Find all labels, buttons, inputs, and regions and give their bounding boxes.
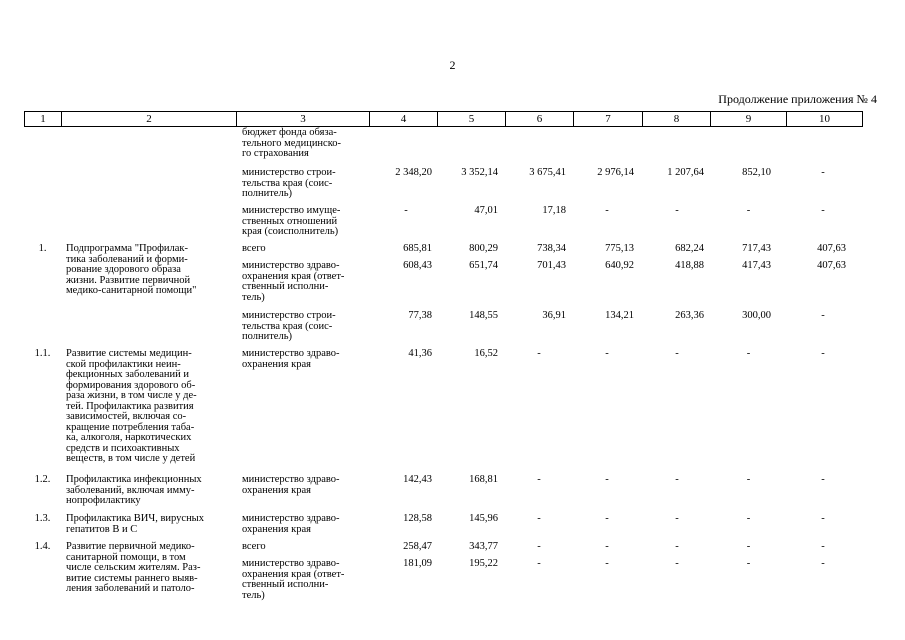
value-cell: 41,36 (408, 348, 432, 359)
executor: министерство строи- тельства края (соис- полнитель) (242, 167, 336, 199)
header-cell: 2 (62, 112, 237, 127)
program-name: Развитие системы медицин- ской профилактики неин- фекционных заболеваний и формирования здорового об- раза жизни, в том числе у де- тей. Профилактика развития зависимостей, включая со- кращение потребления таба- ка, алкоголя, наркотических средств и психоактивных веществ, в том числе у детей (66, 348, 197, 464)
value-cell: 2 348,20 (395, 167, 432, 178)
header-cell: 8 (643, 112, 711, 127)
value-cell: 168,81 (469, 474, 498, 485)
value-cell: 800,29 (469, 243, 498, 254)
header-cell: 1 (25, 112, 62, 127)
value-cell: 2 976,14 (597, 167, 634, 178)
value-cell: 775,13 (605, 243, 634, 254)
program-name: Развитие первичной медико- санитарной помощи, в том числе сельским жителям. Раз- витие системы раннего выяв- ления заболеваний и патоло- (66, 541, 201, 594)
value-cell: 181,09 (403, 558, 432, 569)
column-header-row (24, 111, 863, 127)
header-cell: 4 (370, 112, 438, 127)
value-cell: - (821, 558, 825, 569)
value-cell: - (675, 205, 679, 216)
value-cell: 1 207,64 (667, 167, 704, 178)
header-cell: 3 (237, 112, 370, 127)
page-number: 2 (449, 58, 456, 72)
value-cell: - (675, 513, 679, 524)
value-cell: - (537, 474, 541, 485)
value-cell: - (746, 474, 751, 485)
value-cell: 717,43 (742, 243, 771, 254)
value-cell: 407,63 (817, 243, 846, 254)
value-cell: 16,52 (474, 348, 498, 359)
value-cell: - (821, 205, 825, 216)
value-cell: 263,36 (675, 310, 704, 321)
value-cell: 77,38 (408, 310, 432, 321)
value-cell: 258,47 (403, 541, 432, 552)
value-cell: - (605, 205, 609, 216)
value-cell: - (821, 310, 825, 321)
value-cell: - (821, 474, 825, 485)
row-number: 1.3. (34, 513, 51, 524)
value-cell: 608,43 (403, 260, 432, 271)
value-cell: 417,43 (742, 260, 771, 271)
row-number: 1.1. (34, 348, 51, 359)
value-cell: - (746, 348, 751, 359)
row-number: 1. (38, 243, 47, 254)
header-cell: 7 (574, 112, 643, 127)
value-cell: - (605, 558, 609, 569)
executor: всего (242, 541, 266, 552)
executor: министерство здраво- охранения края (242, 348, 340, 370)
value-cell: - (821, 348, 825, 359)
value-cell: 47,01 (474, 205, 498, 216)
value-cell: - (675, 558, 679, 569)
value-cell: - (605, 513, 609, 524)
value-cell: 145,96 (469, 513, 498, 524)
row-number: 1.2. (34, 474, 51, 485)
value-cell: 418,88 (675, 260, 704, 271)
header-cell: 10 (787, 112, 863, 127)
value-cell: - (821, 541, 825, 552)
row-number: 1.4. (34, 541, 51, 552)
value-cell: 134,21 (605, 310, 634, 321)
value-cell: 195,22 (469, 558, 498, 569)
value-cell: - (746, 513, 751, 524)
value-cell: - (821, 513, 825, 524)
value-cell: 640,92 (605, 260, 634, 271)
header-cell: 5 (438, 112, 506, 127)
value-cell: 142,43 (403, 474, 432, 485)
value-cell: 128,58 (403, 513, 432, 524)
value-cell: - (821, 167, 825, 178)
executor: всего (242, 243, 266, 254)
value-cell: - (675, 541, 679, 552)
value-cell: 682,24 (675, 243, 704, 254)
value-cell: 3 675,41 (529, 167, 566, 178)
value-cell: - (537, 541, 541, 552)
value-cell: - (746, 541, 751, 552)
value-cell: - (746, 558, 751, 569)
executor: министерство здраво- охранения края (242, 474, 340, 496)
value-cell: 3 352,14 (461, 167, 498, 178)
value-cell: - (404, 205, 408, 216)
executor: министерство здраво- охранения края (ответ- ственный исполни- тель) (242, 260, 345, 303)
program-name: Подпрограмма "Профилак- тика заболеваний и форми- рование здорового образа жизни. Развитие первичной медико-санитарной помощи" (66, 243, 197, 296)
value-cell: - (675, 474, 679, 485)
executor: министерство имуще- ственных отношений края (соисполнитель) (242, 205, 341, 237)
continuation-note: Продолжение приложения № 4 (718, 92, 877, 106)
executor: бюджет фонда обяза- тельного медицинско- го страхования (242, 127, 342, 159)
value-cell: - (746, 205, 751, 216)
value-cell: 685,81 (403, 243, 432, 254)
value-cell: 148,55 (469, 310, 498, 321)
value-cell: - (605, 348, 609, 359)
value-cell: 343,77 (469, 541, 498, 552)
program-name: Профилактика инфекционных заболеваний, включая имму- нопрофилактику (66, 474, 202, 506)
executor: министерство здраво- охранения края (ответ- ственный исполни- тель) (242, 558, 345, 601)
value-cell: - (605, 474, 609, 485)
header-cell: 9 (711, 112, 787, 127)
value-cell: - (605, 541, 609, 552)
value-cell: - (537, 513, 541, 524)
value-cell: - (675, 348, 679, 359)
value-cell: - (537, 558, 541, 569)
value-cell: - (537, 348, 541, 359)
value-cell: 300,00 (742, 310, 771, 321)
executor: министерство строи- тельства края (соис- полнитель) (242, 310, 336, 342)
value-cell: 17,18 (542, 205, 566, 216)
value-cell: 852,10 (742, 167, 771, 178)
header-cell: 6 (506, 112, 574, 127)
executor: министерство здраво- охранения края (242, 513, 340, 535)
value-cell: 407,63 (817, 260, 846, 271)
value-cell: 651,74 (469, 260, 498, 271)
program-name: Профилактика ВИЧ, вирусных гепатитов В и С (66, 513, 204, 535)
value-cell: 701,43 (537, 260, 566, 271)
value-cell: 738,34 (537, 243, 566, 254)
value-cell: 36,91 (542, 310, 566, 321)
